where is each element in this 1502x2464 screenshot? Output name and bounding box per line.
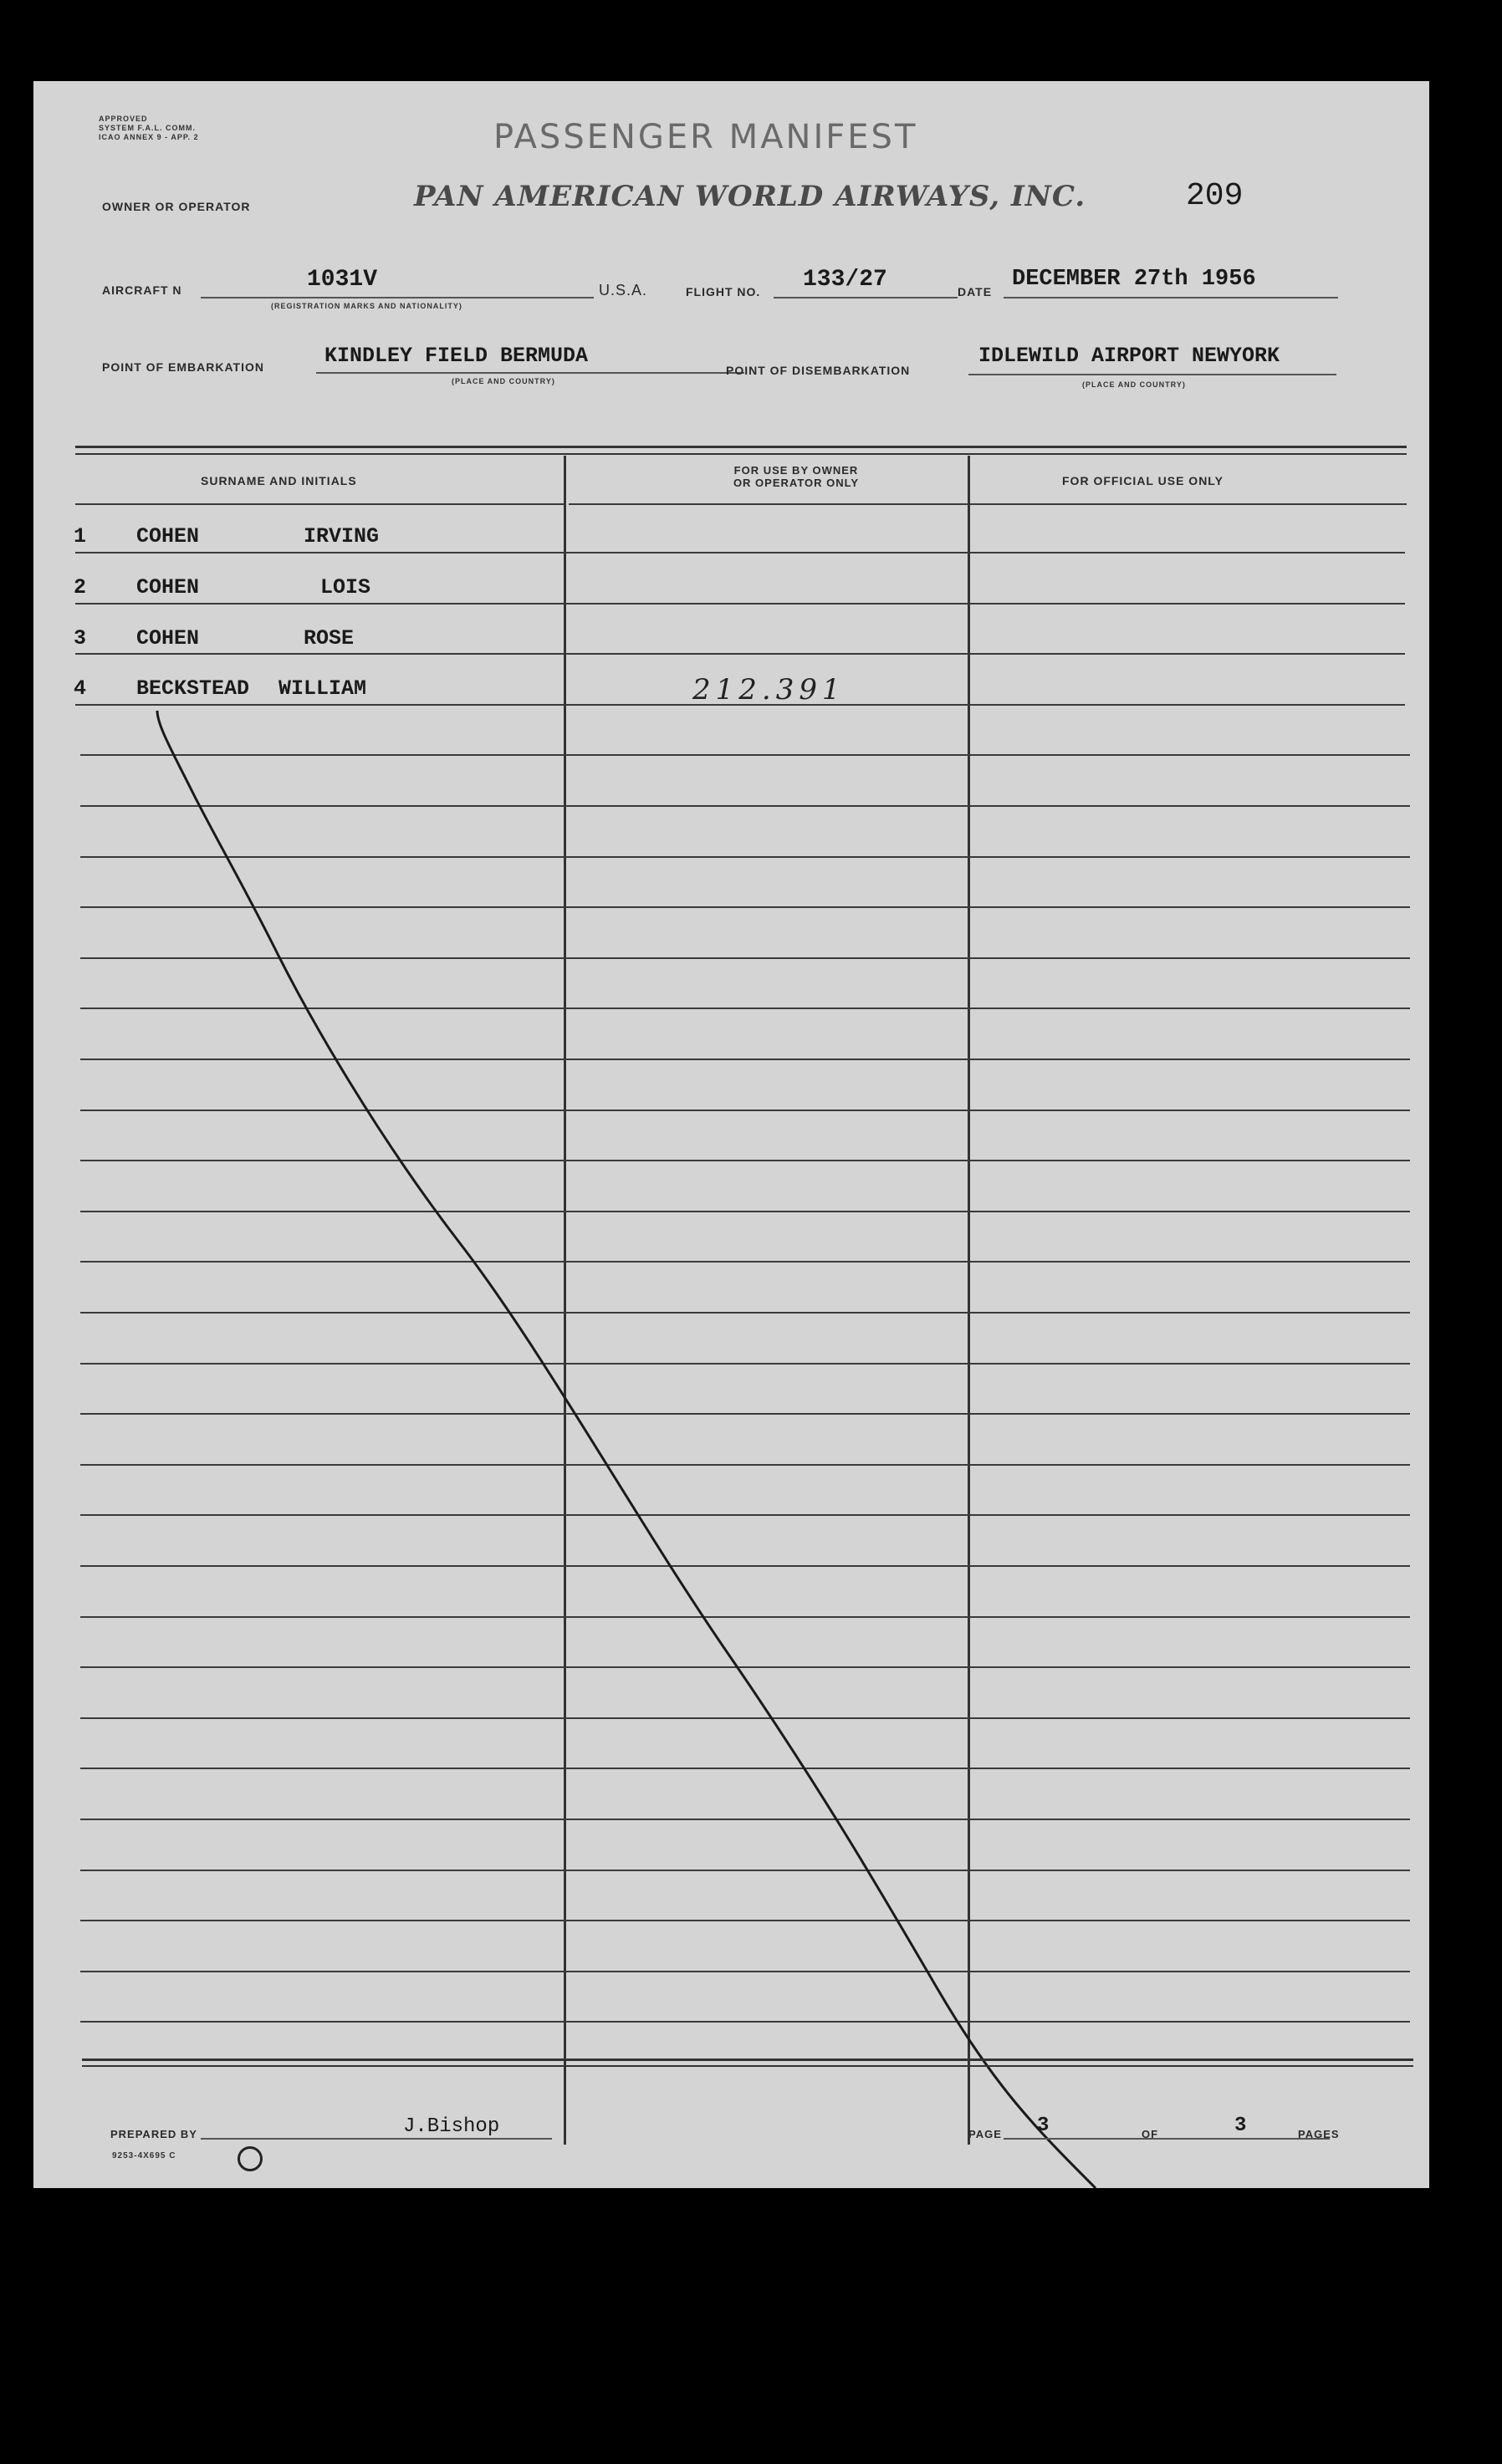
owner-use-line-1: FOR USE BY OWNER — [733, 464, 859, 477]
passenger-given-name: ROSE — [304, 626, 355, 650]
aircraft-value: 1031V — [307, 267, 378, 293]
page-label: PAGE — [968, 2128, 1002, 2140]
passenger-number: 3 — [74, 626, 87, 650]
embarkation-sublabel: (PLACE AND COUNTRY) — [452, 377, 555, 385]
approval-line-3: ICAO ANNEX 9 - APP. 2 — [99, 133, 199, 141]
cancellation-line — [33, 81, 1429, 2188]
flight-label: FLIGHT NO. — [686, 285, 761, 298]
passenger-number: 2 — [74, 575, 87, 599]
disembarkation-label: POINT OF DISEMBARKATION — [726, 364, 911, 377]
date-label: DATE — [958, 285, 993, 298]
aircraft-country: U.S.A. — [599, 282, 648, 298]
page-value: 3 — [1037, 2115, 1050, 2137]
manifest-sheet — [33, 81, 1429, 2188]
form-code: 9253-4X695 C — [112, 2151, 176, 2160]
prepared-by-underline — [201, 2138, 552, 2140]
disembarkation-sublabel: (PLACE AND COUNTRY) — [1082, 380, 1186, 389]
disembarkation-value: IDLEWILD AIRPORT NEWYORK — [978, 344, 1280, 368]
owner-value: PAN AMERICAN WORLD AIRWAYS, INC. — [414, 180, 1086, 213]
page-title: PASSENGER MANIFEST — [493, 118, 918, 156]
embarkation-label: POINT OF EMBARKATION — [102, 360, 264, 374]
passenger-number: 1 — [74, 524, 87, 548]
prepared-by-value: J.Bishop — [403, 2115, 500, 2138]
of-value: 3 — [1234, 2115, 1247, 2137]
column-header-official: FOR OFFICIAL USE ONLY — [1062, 474, 1224, 487]
pages-label: PAGES — [1298, 2128, 1340, 2140]
passenger-surname: COHEN — [136, 626, 200, 650]
owner-label: OWNER OR OPERATOR — [102, 200, 251, 213]
passenger-surname: BECKSTEAD — [136, 676, 250, 701]
passenger-surname: COHEN — [136, 575, 200, 599]
cancellation-stroke — [157, 711, 1096, 2188]
approval-line-2: SYSTEM F.A.L. COMM. — [99, 124, 197, 132]
sheet-number: 209 — [1186, 178, 1244, 214]
owner-note: 212.391 — [692, 673, 846, 707]
column-header-names: SURNAME AND INITIALS — [201, 474, 357, 487]
prepared-by-label: PREPARED BY — [110, 2128, 197, 2140]
approval-line-1: APPROVED — [99, 115, 148, 123]
table-bottom-rule-2 — [82, 2065, 1413, 2067]
flight-value: 133/27 — [803, 267, 887, 293]
passenger-number: 4 — [74, 676, 87, 701]
owner-use-line-2: OR OPERATOR ONLY — [733, 477, 860, 489]
aircraft-sublabel: (REGISTRATION MARKS AND NATIONALITY) — [271, 302, 462, 310]
passenger-given-name: LOIS — [320, 575, 371, 599]
passenger-given-name: WILLIAM — [278, 676, 367, 701]
date-value: DECEMBER 27th 1956 — [1012, 267, 1256, 292]
passenger-given-name: IRVING — [304, 524, 380, 548]
union-label-icon — [238, 2146, 263, 2171]
embarkation-value: KINDLEY FIELD BERMUDA — [324, 344, 589, 368]
table-bottom-rule — [82, 2058, 1413, 2061]
of-label: OF — [1142, 2128, 1159, 2140]
aircraft-label: AIRCRAFT N — [102, 283, 182, 297]
passenger-surname: COHEN — [136, 524, 200, 548]
